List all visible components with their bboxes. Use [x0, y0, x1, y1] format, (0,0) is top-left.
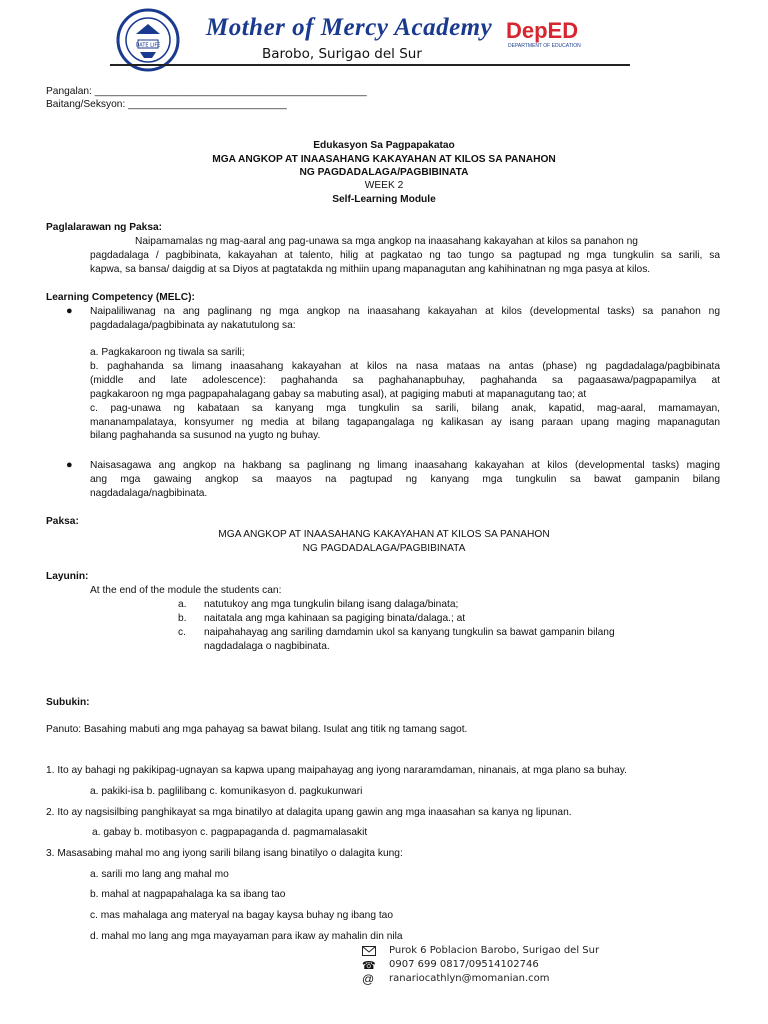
- layunin-item-letter: c.: [178, 627, 186, 638]
- paksa-desc-line: kapwa, sa bansa/ daigdig at sa Diyos at pagtatakda ng mithiin upang mapanagutan ang kahihinatnan ng mga pasya at kilos.: [90, 264, 651, 275]
- melc-heading: Learning Competency (MELC):: [46, 292, 195, 303]
- layunin-item-text: naipahahayag ang sariling damdamin ukol sa kanyang tungkulin sa bawat gampanin bilang: [204, 627, 615, 638]
- question-3-choice: c. mas mahalaga ang materyal na bagay kaysa buhay ng ibang tao: [90, 910, 393, 921]
- deped-logo-text: DepED: [506, 18, 579, 43]
- footer-phone: 0907 699 0817/09514102746: [389, 959, 539, 970]
- paksa-title-line1: MGA ANGKOP AT INAASAHANG KAKAYAHAN AT KILOS SA PANAHON: [218, 529, 550, 540]
- instructions-text: Panuto: Basahing mabuti ang mga pahayag sa bawat bilang. Isulat ang titik ng tamang sagot.: [46, 724, 468, 735]
- deped-logo: [506, 14, 602, 52]
- question-3-choice: b. mahal at nagpapahalaga ka sa ibang tao: [90, 889, 286, 900]
- layunin-item-text: naitatala ang mga kahinaan sa pagiging binata/dalaga.; at: [204, 613, 466, 624]
- melc-bullet2-line: Naisasagawa ang angkop na hakbang sa paglinang ng limang inaasahang kakayahan at kilos (developmental tasks) maging: [90, 460, 720, 471]
- melc-bullet2-line: nagdadalaga/nagbibinata.: [90, 488, 208, 499]
- layunin-intro: At the end of the module the students can:: [90, 585, 282, 596]
- week-label: WEEK 2: [364, 180, 404, 191]
- melc-bullet1-line: pagdadalaga/pagbibinata ay nakatutulong sa:: [90, 320, 296, 331]
- header-divider: [110, 64, 630, 66]
- at-sign-icon: @: [362, 972, 375, 986]
- seal-text: DATE LIFE: [135, 42, 161, 49]
- question-3: 3. Masasabing mahal mo ang iyong sarili bilang isang binatilyo o dalagita kung:: [46, 848, 403, 859]
- footer-address: Purok 6 Poblacion Barobo, Surigao del Sur: [389, 945, 600, 956]
- question-1-choices: a. pakiki-isa b. paglilibang c. komunikasyon d. pagkukunwari: [90, 786, 363, 797]
- layunin-heading: Layunin:: [46, 571, 89, 582]
- footer-email: ranariocathlyn@momanian.com: [389, 973, 550, 984]
- school-address: Barobo, Surigao del Sur: [262, 46, 422, 62]
- module-title-line1: MGA ANGKOP AT INAASAHANG KAKAYAHAN AT KILOS SA PANAHON: [212, 154, 556, 165]
- deped-subtitle: DEPARTMENT OF EDUCATION: [508, 43, 581, 49]
- paksa-desc-heading: Paglalarawan ng Paksa:: [46, 222, 163, 233]
- question-1: 1. Ito ay bahagi ng pakikipag-ugnayan sa kapwa upang maipahayag ang iyong nararamdaman, ninanais, at mga plano sa buhay.: [46, 765, 627, 776]
- question-2: 2. Ito ay nagsisilbing panghikayat sa mga binatilyo at dalagita upang gawin ang mga inaasahan sa kanya ng lipunan.: [46, 807, 572, 818]
- subukin-heading: Subukin:: [46, 697, 90, 708]
- layunin-item-text-cont: nagdadalaga o nagbibinata.: [204, 641, 330, 652]
- module-type: Self-Learning Module: [332, 194, 436, 205]
- subject-title: Edukasyon Sa Pagpapakatao: [313, 140, 455, 151]
- module-title-line2: NG PAGDADALAGA/PAGBIBINATA: [299, 167, 469, 178]
- melc-sub-line: pagkakaroon ng mga pagpapahalagang gabay sa mabuting asal), at pagiging mabuti at mapanagutang tao; at: [90, 389, 587, 400]
- layunin-item-letter: a.: [178, 599, 187, 610]
- question-3-choice: d. mahal mo lang ang mga mayayaman para ikaw ay mahalin din nila: [90, 931, 403, 942]
- question-3-choice: a. sarili mo lang ang mahal mo: [90, 869, 229, 880]
- melc-bullet2-line: ang mga gawaing angkop sa maayos na pagtupad ng kanyang mga tungkulin sa bawat gampanin bilang: [90, 474, 720, 485]
- school-seal-logo: [116, 8, 180, 72]
- melc-bullet1-line: Naipaliliwanag na ang paglinang ng mga angkop na inaasahang kakayahan at kilos (developmental tasks) sa panahon ng: [90, 306, 720, 317]
- melc-sub-line: b. paghahanda sa limang inaasahang kakayahan at kilos na nasa mataas na antas (phase) ng pagdadalaga/pagbibinata: [90, 361, 720, 372]
- school-name: Mother of Mercy Academy: [206, 14, 493, 41]
- telephone-icon: ☎: [362, 960, 376, 972]
- paksa-heading: Paksa:: [46, 516, 79, 527]
- bullet-icon: ●: [66, 459, 73, 471]
- envelope-icon: [362, 946, 376, 959]
- section-field-label: Baitang/Seksyon: ____________________________: [46, 99, 287, 110]
- bullet-icon: ●: [66, 305, 73, 317]
- layunin-item-text: natutukoy ang mga tungkulin bilang isang dalaga/binata;: [204, 599, 459, 610]
- melc-sub-line: mananampalataya, konsyumer ng media at bilang tagapangalaga ng kalikasan ay isang paraan upang maging mapanagutan: [90, 417, 720, 428]
- paksa-desc-line: Naipamamalas ng mag-aaral ang pag-unawa sa mga angkop na inaasahang kakayahan at kilos sa panahon ng: [135, 236, 638, 247]
- layunin-item-letter: b.: [178, 613, 187, 624]
- melc-sub-line: bilang paghahanda sa susunod na yugto ng buhay.: [90, 430, 321, 441]
- paksa-title-line2: NG PAGDADALAGA/PAGBIBINATA: [302, 543, 466, 554]
- name-field-label: Pangalan: ________________________________________________: [46, 86, 367, 97]
- question-2-choices: a. gabay b. motibasyon c. pagpapaganda d. pagmamalasakit: [92, 827, 368, 838]
- melc-sub-line: c. pag-unawa ng kabataan sa kanyang mga tungkulin sa sarili, bilang anak, kapatid, mag-aaral, mamamayan,: [90, 403, 720, 414]
- paksa-desc-line: pagdadalaga / pagbibinata, kakayahan at talento, hilig at pagkatao ng tao tungo sa pagtupad ng mga tungkulin sa sarili, sa: [90, 250, 720, 261]
- melc-sub-line: a. Pagkakaroon ng tiwala sa sarili;: [90, 347, 245, 358]
- melc-sub-line: (middle and late adolescence): paghahanda sa paghahanapbuhay, paghahanda sa pagaasawa/pagpapamilya at: [90, 375, 720, 386]
